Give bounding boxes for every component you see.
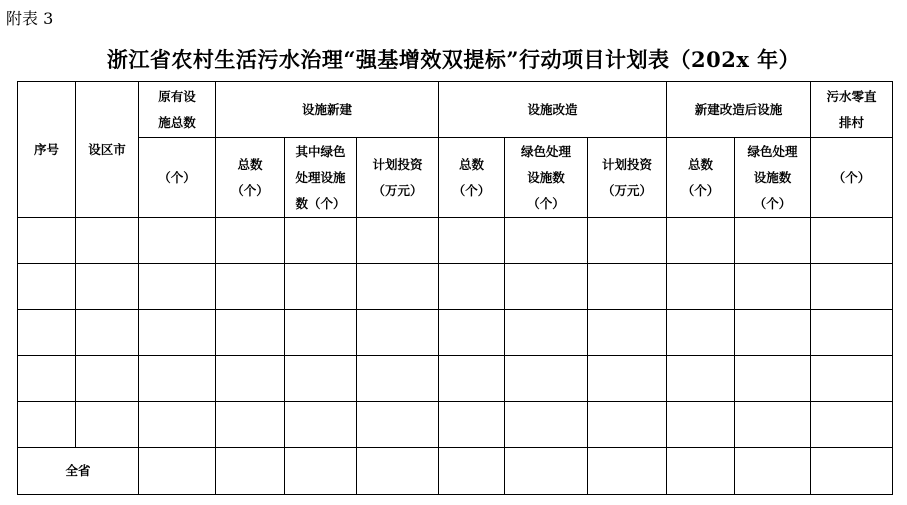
plan-table bbox=[17, 81, 893, 495]
table-cell[interactable] bbox=[505, 402, 588, 448]
header-after-total bbox=[667, 138, 735, 218]
table-cell[interactable] bbox=[285, 264, 357, 310]
table-cell[interactable] bbox=[735, 356, 811, 402]
table-cell[interactable] bbox=[667, 264, 735, 310]
table-cell[interactable] bbox=[18, 402, 76, 448]
table-cell[interactable] bbox=[811, 218, 893, 264]
table-cell[interactable] bbox=[505, 448, 588, 495]
header-after-total-label: 总数 bbox=[688, 156, 714, 172]
table-cell[interactable] bbox=[285, 218, 357, 264]
table-cell[interactable] bbox=[216, 356, 285, 402]
header-new-green bbox=[285, 138, 357, 218]
header-after-green bbox=[735, 138, 811, 218]
table-cell[interactable] bbox=[285, 448, 357, 495]
table-cell[interactable] bbox=[18, 356, 76, 402]
table-cell[interactable] bbox=[588, 356, 667, 402]
table-cell[interactable] bbox=[76, 218, 139, 264]
header-orig-unit: （个） bbox=[139, 138, 216, 218]
table-cell[interactable] bbox=[588, 402, 667, 448]
header-sewage-unit: （个） bbox=[811, 138, 893, 218]
table-cell[interactable] bbox=[439, 356, 505, 402]
header-reno-total-unit: （个） bbox=[452, 182, 491, 198]
table-cell[interactable] bbox=[505, 218, 588, 264]
table-cell[interactable] bbox=[667, 402, 735, 448]
table-cell[interactable] bbox=[811, 264, 893, 310]
appendix-label: 附表 3 bbox=[6, 9, 54, 28]
header-after-green-l3: （个） bbox=[753, 195, 792, 211]
table-cell[interactable] bbox=[439, 448, 505, 495]
table-cell[interactable] bbox=[139, 356, 216, 402]
header-orig-facilities bbox=[139, 82, 216, 138]
table-cell[interactable] bbox=[439, 264, 505, 310]
table-cell[interactable] bbox=[357, 310, 439, 356]
table-cell[interactable] bbox=[76, 402, 139, 448]
header-after-green-l2: 设施数 bbox=[753, 169, 792, 185]
header-sewage bbox=[811, 82, 893, 138]
table-cell[interactable] bbox=[667, 310, 735, 356]
header-reno-total-label: 总数 bbox=[459, 156, 485, 172]
header-new-green-l1: 其中绿色 bbox=[295, 143, 346, 159]
table-cell[interactable] bbox=[588, 448, 667, 495]
table-cell[interactable] bbox=[18, 264, 76, 310]
total-label: 全省 bbox=[18, 448, 139, 495]
table-row bbox=[18, 310, 893, 356]
table-cell[interactable] bbox=[139, 448, 216, 495]
table-cell[interactable] bbox=[811, 356, 893, 402]
table-cell[interactable] bbox=[811, 310, 893, 356]
table-cell[interactable] bbox=[357, 264, 439, 310]
table-title: 浙江省农村生活污水治理“强基增效双提标”行动项目计划表（202x 年） bbox=[106, 47, 801, 72]
table-cell[interactable] bbox=[505, 264, 588, 310]
table-cell[interactable] bbox=[285, 310, 357, 356]
header-new-invest-label: 计划投资 bbox=[372, 156, 423, 172]
table-cell[interactable] bbox=[667, 356, 735, 402]
header-reno-invest-label: 计划投资 bbox=[602, 156, 653, 172]
table-cell[interactable] bbox=[357, 448, 439, 495]
table-cell[interactable] bbox=[667, 448, 735, 495]
table-cell[interactable] bbox=[505, 310, 588, 356]
header-new-group: 设施新建 bbox=[216, 82, 439, 138]
header-reno-group: 设施改造 bbox=[439, 82, 667, 138]
table-cell[interactable] bbox=[285, 356, 357, 402]
table-cell[interactable] bbox=[735, 264, 811, 310]
table-cell[interactable] bbox=[357, 356, 439, 402]
header-seq: 序号 bbox=[18, 82, 76, 218]
table-row bbox=[18, 218, 893, 264]
table-row bbox=[18, 264, 893, 310]
header-reno-total bbox=[439, 138, 505, 218]
table-cell[interactable] bbox=[735, 448, 811, 495]
table-cell[interactable] bbox=[735, 310, 811, 356]
header-orig-line1: 原有设 bbox=[158, 88, 196, 104]
table-cell[interactable] bbox=[18, 310, 76, 356]
table-cell[interactable] bbox=[588, 310, 667, 356]
table-cell[interactable] bbox=[439, 310, 505, 356]
header-after-green-l1: 绿色处理 bbox=[747, 143, 798, 159]
header-after-group: 新建改造后设施 bbox=[667, 82, 811, 138]
header-sewage-line1: 污水零直 bbox=[826, 88, 877, 104]
header-orig-line2: 施总数 bbox=[158, 114, 196, 130]
table-cell[interactable] bbox=[505, 356, 588, 402]
table-cell[interactable] bbox=[735, 218, 811, 264]
header-new-total-unit: （个） bbox=[231, 182, 269, 198]
table-cell[interactable] bbox=[216, 310, 285, 356]
table-row bbox=[18, 402, 893, 448]
header-new-total bbox=[216, 138, 285, 218]
table-cell[interactable] bbox=[811, 402, 893, 448]
header-reno-invest bbox=[588, 138, 667, 218]
table-cell[interactable] bbox=[139, 310, 216, 356]
table-cell[interactable] bbox=[588, 264, 667, 310]
header-new-invest-unit: （万元） bbox=[372, 182, 423, 198]
header-reno-green-l2: 设施数 bbox=[527, 169, 565, 185]
table-cell[interactable] bbox=[139, 218, 216, 264]
header-district: 设区市 bbox=[76, 82, 139, 218]
header-new-total-label: 总数 bbox=[237, 156, 263, 172]
header-new-green-l3: 数（个） bbox=[295, 195, 346, 211]
table-cell[interactable] bbox=[439, 402, 505, 448]
table-cell[interactable] bbox=[357, 402, 439, 448]
table-cell[interactable] bbox=[439, 218, 505, 264]
header-reno-green-l1: 绿色处理 bbox=[521, 143, 572, 159]
header-reno-green-l3: （个） bbox=[527, 195, 565, 211]
header-reno-green bbox=[505, 138, 588, 218]
table-cell[interactable] bbox=[216, 264, 285, 310]
table-row bbox=[18, 356, 893, 402]
table-cell[interactable] bbox=[667, 218, 735, 264]
table-cell[interactable] bbox=[18, 218, 76, 264]
header-new-green-l2: 处理设施 bbox=[295, 169, 346, 185]
table-cell[interactable] bbox=[139, 402, 216, 448]
table-cell[interactable] bbox=[735, 402, 811, 448]
table-cell[interactable] bbox=[139, 264, 216, 310]
table-cell[interactable] bbox=[76, 264, 139, 310]
table-cell[interactable] bbox=[76, 310, 139, 356]
table-cell[interactable] bbox=[357, 218, 439, 264]
table-cell[interactable] bbox=[76, 356, 139, 402]
table-cell[interactable] bbox=[216, 218, 285, 264]
table-cell[interactable] bbox=[216, 402, 285, 448]
header-reno-invest-unit: （万元） bbox=[602, 182, 653, 198]
header-new-invest bbox=[357, 138, 439, 218]
table-cell[interactable] bbox=[285, 402, 357, 448]
table-cell[interactable] bbox=[216, 448, 285, 495]
header-sewage-line2: 排村 bbox=[839, 114, 865, 130]
header-after-total-unit: （个） bbox=[681, 182, 720, 198]
table-cell[interactable] bbox=[588, 218, 667, 264]
table-cell[interactable] bbox=[811, 448, 893, 495]
